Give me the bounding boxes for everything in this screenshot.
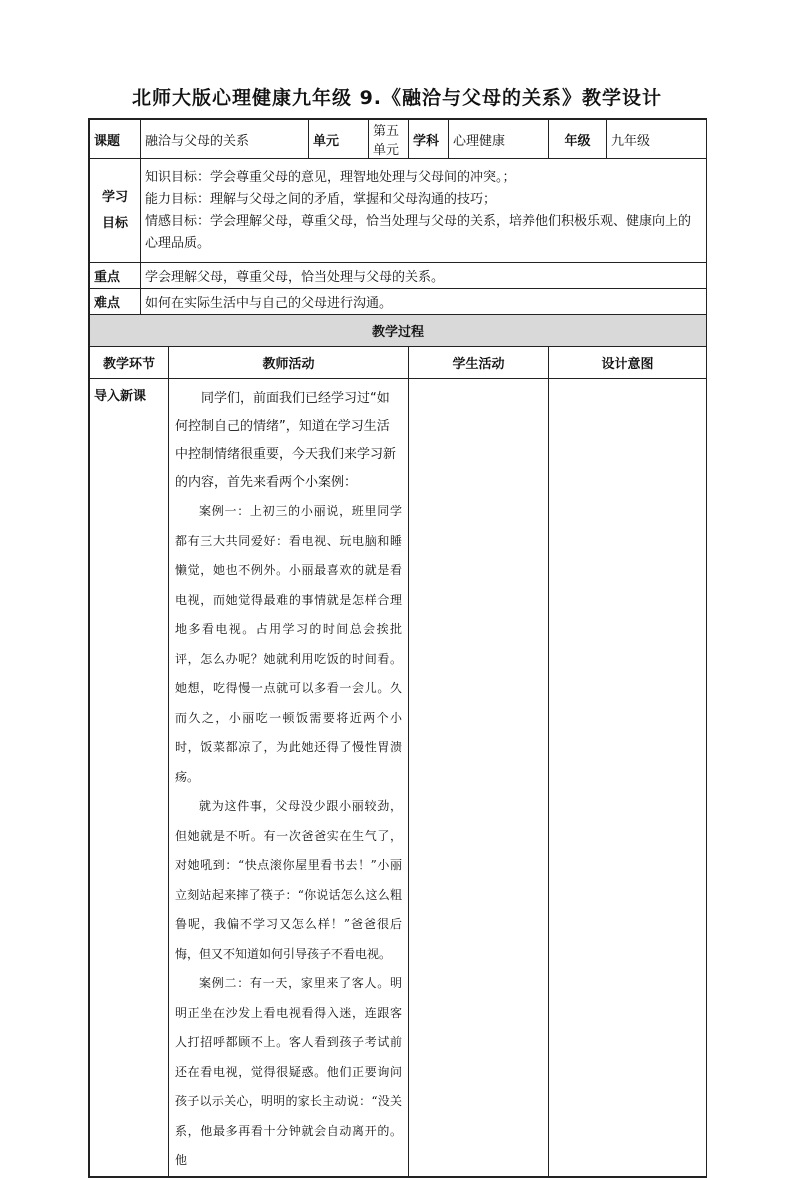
subject-label: 学科: [409, 120, 449, 159]
goals-row: [90, 159, 707, 263]
ability-goal: 能力目标：理解与父母之间的矛盾，掌握和父母沟通的技巧；: [145, 191, 497, 207]
lesson-plan-table: [88, 118, 707, 1178]
process-heading-row: [90, 315, 707, 347]
goals-label-line2: 目标: [101, 215, 128, 231]
knowledge-goal: 知识目标：学会尊重父母的意见，理智地处理与父母间的冲突。；: [145, 169, 516, 185]
unit-label: 单元: [309, 120, 369, 159]
teacher-activity-cell: [169, 379, 409, 1177]
goals-content: [141, 159, 707, 263]
emotion-goal: 情感目标：学会理解父母，尊重父母，恰当处理与父母的关系，培养他们积极乐观、健康向上的心理品质。: [145, 213, 692, 251]
student-activity-cell: [409, 379, 549, 1177]
case-two-paragraph: 案例二：有一天，家里来了客人。明明正坐在沙发上看电视看得入迷，连跟客人打招呼都顾不上。客人看到孩子考试前还在看电视，觉得很疑惑。他们正要询问孩子以示关心，明明的家长主动说：“没关系，他最多再看十分钟就会自动离开的。他: [175, 976, 403, 1167]
difficulty-row: [90, 289, 707, 315]
intro-paragraph: 同学们，前面我们已经学习过“如何控制自己的情绪”，知道在学习生活中控制情绪很重要，今天我们来学习新的内容，首先来看两个小案例：: [175, 391, 397, 490]
difficulty-label: 难点: [90, 289, 141, 315]
unit-value: 第五单元: [369, 120, 409, 159]
col-student-header: 学生活动: [409, 347, 549, 379]
intro-stage-row: [90, 379, 707, 1177]
topic-value: 融洽与父母的关系: [141, 120, 309, 159]
process-columns-row: [90, 347, 707, 379]
subject-value: 心理健康: [449, 120, 549, 159]
info-row: [90, 120, 707, 159]
process-heading: 教学过程: [90, 315, 707, 347]
col-intent-header: 设计意图: [549, 347, 707, 379]
key-point-text: 学会理解父母，尊重父母，恰当处理与父母的关系。: [141, 263, 707, 289]
goals-label-line1: 学习: [101, 189, 128, 205]
goals-label: [90, 159, 141, 263]
case-one-followup-paragraph: 就为这件事，父母没少跟小丽较劲，但她就是不听。有一次爸爸实在生气了，对她吼到：“快点滚你屋里看书去！”小丽立刻站起来摔了筷子：“你说话怎么这么粗鲁呢，我偏不学习又怎么样！”爸爸很后悔，但又不知道如何引导孩子不看电视。: [175, 799, 403, 961]
case-one-paragraph: 案例一：上初三的小丽说，班里同学都有三大共同爱好：看电视、玩电脑和睡懒觉，她也不例外。小丽最喜欢的就是看电视，而她觉得最难的事情就是怎样合理地多看电视。占用学习的时间总会挨批评，怎么办呢？她就利用吃饭的时间看。她想，吃得慢一点就可以多看一会儿。久而久之，小丽吃一顿饭需要将近两个小时，饭菜都凉了，为此她还得了慢性胃溃疡。: [175, 504, 403, 784]
page-title: 北师大版心理健康九年级 9.《融洽与父母的关系》教学设计: [131, 87, 663, 109]
key-point-row: [90, 263, 707, 289]
grade-label: 年级: [549, 120, 607, 159]
grade-value: 九年级: [607, 120, 707, 159]
difficulty-text: 如何在实际生活中与自己的父母进行沟通。: [141, 289, 707, 315]
key-point-label: 重点: [90, 263, 141, 289]
design-intent-cell: [549, 379, 707, 1177]
stage-label: 导入新课: [90, 379, 169, 1177]
col-stage-header: 教学环节: [90, 347, 169, 379]
topic-label: 课题: [90, 120, 141, 159]
col-teacher-header: 教师活动: [169, 347, 409, 379]
